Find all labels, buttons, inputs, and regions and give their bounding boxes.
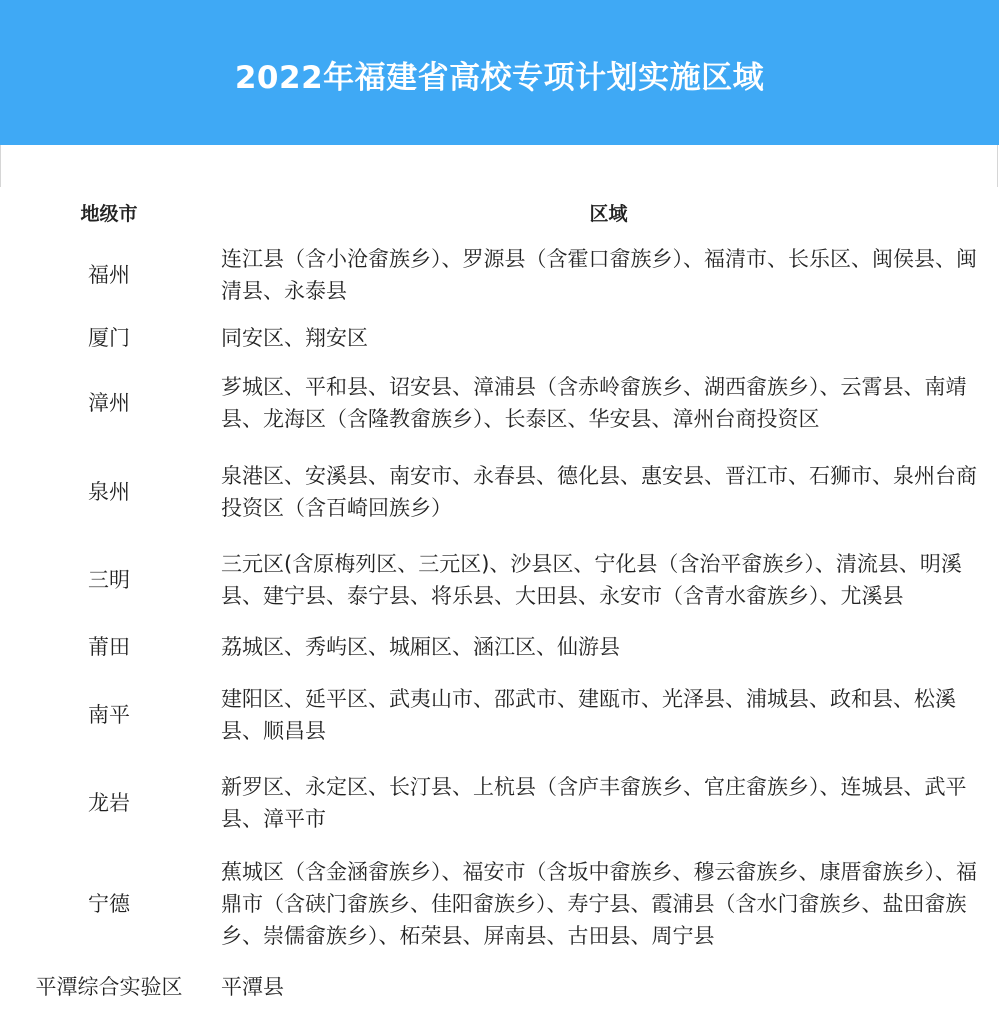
city-cell: 南平 [88, 702, 130, 727]
frame-border-left [0, 145, 1, 187]
table-row [0, 622, 999, 672]
city-cell: 宁德 [88, 892, 130, 916]
city-cell: 厦门 [88, 325, 130, 350]
column-header-city: 地级市 [80, 202, 138, 225]
table-row [0, 538, 999, 622]
column-header-region: 区域 [589, 202, 628, 225]
region-cell: 芗城区、平和县、诏安县、漳浦县（含赤岭畲族乡、湖西畲族乡）、云霄县、南靖县、龙海区（含隆教畲族乡）、长泰区、华安县、漳州台商投资区 [221, 375, 967, 431]
region-cell: 连江县（含小沧畲族乡）、罗源县（含霍口畲族乡）、福清市、长乐区、闽侯县、闽清县、永泰县 [221, 246, 977, 303]
region-cell: 平潭县 [221, 975, 284, 999]
city-cell: 平潭综合实验区 [35, 975, 183, 999]
region-cell: 同安区、翔安区 [221, 325, 368, 350]
region-cell: 三元区(含原梅列区、三元区)、沙县区、宁化县（含治平畲族乡）、清流县、明溪县、建宁县、泰宁县、将乐县、大田县、永安市（含青水畲族乡）、尤溪县 [221, 552, 962, 608]
table-row [0, 672, 999, 757]
table-header-row [0, 190, 999, 234]
city-cell: 泉州 [88, 480, 130, 504]
city-cell: 三明 [88, 568, 130, 592]
table-row [0, 849, 999, 959]
table-row [0, 360, 999, 446]
region-cell: 建阳区、延平区、武夷山市、邵武市、建瓯市、光泽县、浦城县、政和县、松溪县、顺昌县 [221, 686, 956, 743]
title-banner [0, 0, 999, 145]
city-cell: 龙岩 [88, 791, 130, 815]
region-cell: 荔城区、秀屿区、城厢区、涵江区、仙游县 [221, 635, 620, 659]
city-cell: 福州 [88, 262, 130, 287]
page-title: 2022年福建省高校专项计划实施区域 [234, 60, 765, 96]
city-cell: 漳州 [88, 391, 130, 415]
table-row [0, 959, 999, 1015]
region-cell: 新罗区、永定区、长汀县、上杭县（含庐丰畲族乡、官庄畲族乡）、连城县、武平县、漳平市 [221, 775, 967, 831]
region-table [0, 190, 999, 1015]
table-row [0, 315, 999, 360]
frame-border-right [997, 145, 998, 187]
table-row [0, 757, 999, 849]
region-cell: 泉港区、安溪县、南安市、永春县、德化县、惠安县、晋江市、石狮市、泉州台商投资区（含百崎回族乡） [221, 464, 977, 520]
city-cell: 莆田 [88, 635, 130, 659]
table-row [0, 234, 999, 315]
region-cell: 蕉城区（含金涵畲族乡）、福安市（含坂中畲族乡、穆云畲族乡、康厝畲族乡）、福鼎市（含硖门畲族乡、佳阳畲族乡）、寿宁县、霞浦县（含水门畲族乡、盐田畲族乡、崇儒畲族乡）、柘荣县、屏南县、古田县、周宁县 [221, 860, 977, 948]
table-row [0, 446, 999, 538]
